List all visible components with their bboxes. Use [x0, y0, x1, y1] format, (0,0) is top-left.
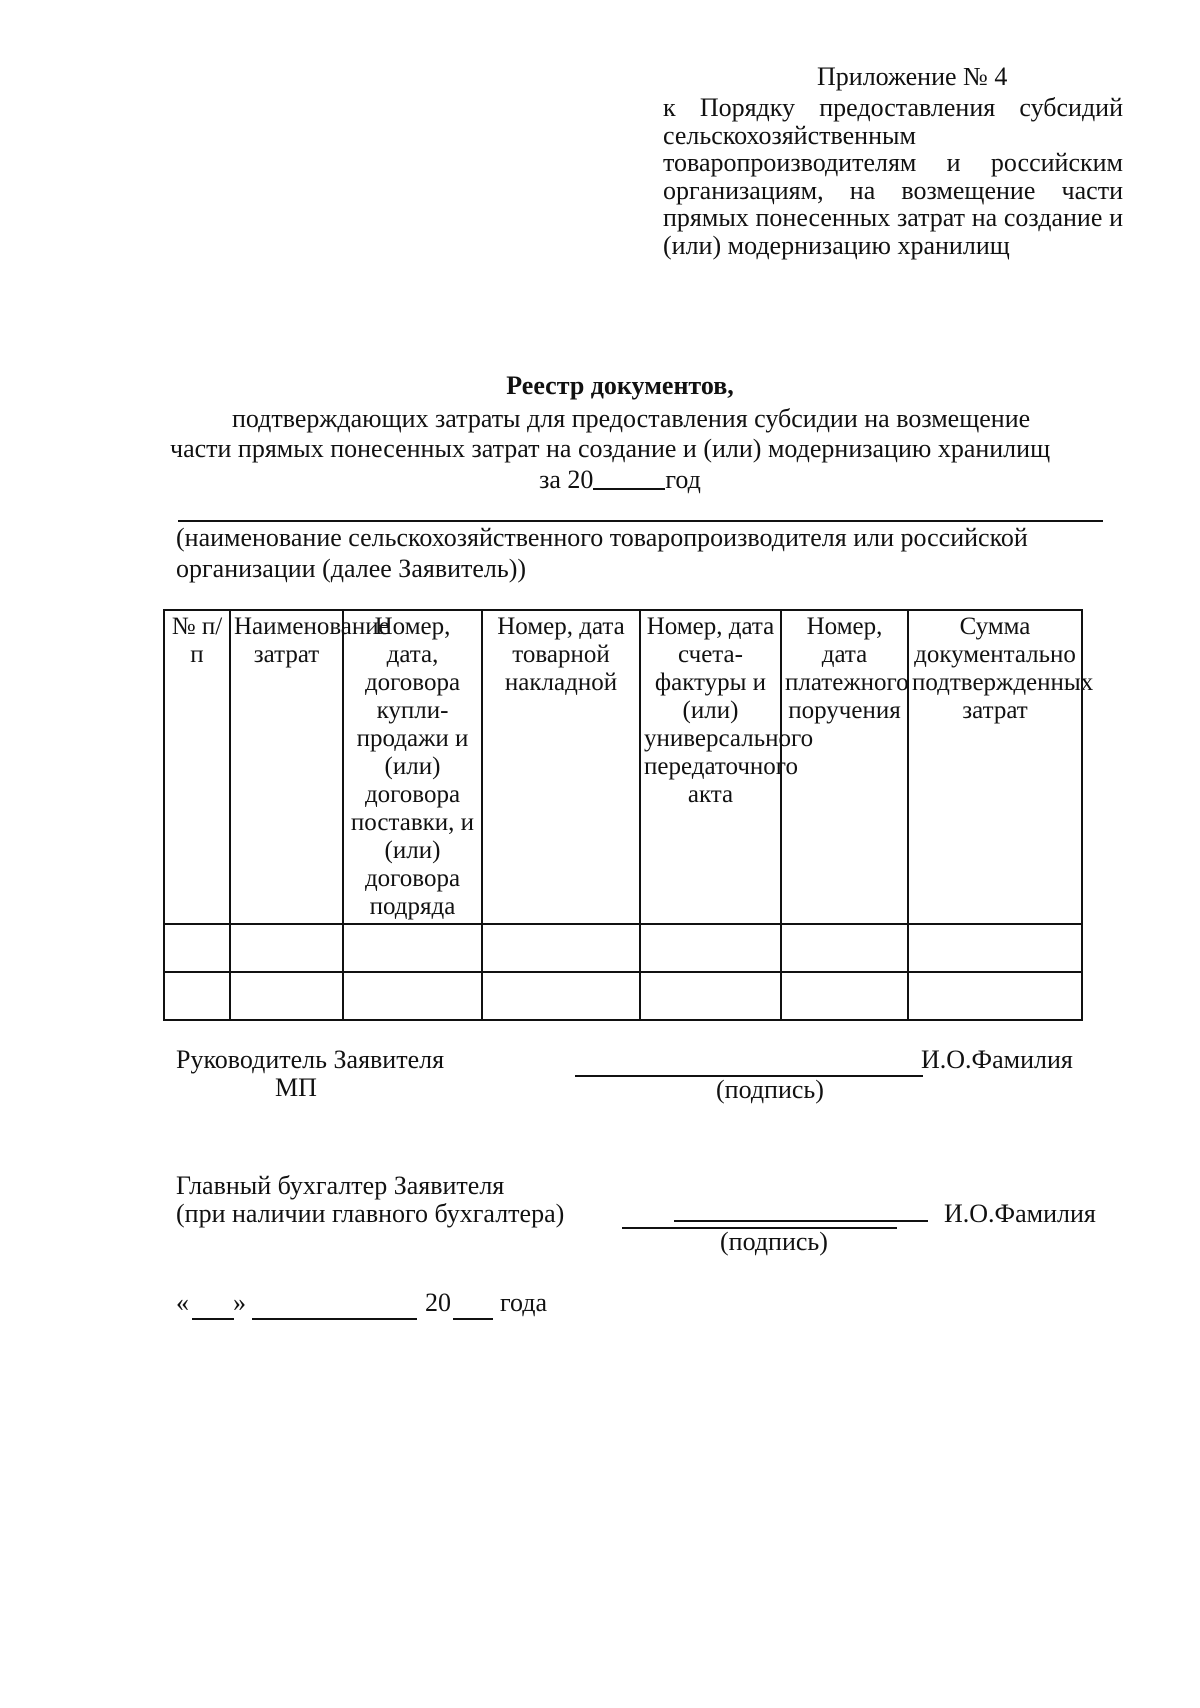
date-year-prefix: 20: [425, 1288, 451, 1317]
table-cell[interactable]: [781, 924, 908, 972]
header-cell: Номер, дата товарной накладной: [482, 610, 640, 924]
register-subtitle: [170, 404, 1110, 495]
table-row: [164, 924, 1082, 972]
head-label: Руководитель Заявителя: [176, 1045, 445, 1074]
accountant-signature-caption: (подпись): [720, 1227, 828, 1256]
table-cell[interactable]: [343, 924, 482, 972]
accountant-name: И.О.Фамилия: [944, 1199, 1096, 1228]
table-cell[interactable]: [640, 972, 781, 1020]
register-title: Реестр документов,: [506, 371, 734, 400]
table-cell[interactable]: [781, 972, 908, 1020]
appendix-reference: к Порядку предоставления субсидий сельскохозяйственным товаропроизводителям и российским организациям, на возмещение части прямых понесенных затрат на создание и (или) модернизацию хранилищ: [663, 93, 1123, 260]
table-cell[interactable]: [230, 924, 343, 972]
year-blank-field[interactable]: [593, 464, 665, 490]
date-month-field[interactable]: [252, 1318, 417, 1320]
table-cell[interactable]: [908, 972, 1082, 1020]
head-signature-caption: (подпись): [716, 1075, 824, 1104]
year-prefix: за 20: [539, 465, 594, 494]
table-cell[interactable]: [640, 924, 781, 972]
stamp-label: МП: [275, 1073, 317, 1102]
appendix-title: Приложение № 4: [817, 62, 1008, 91]
documents-register-table: [163, 609, 1094, 1021]
register-subtitle-line1: подтверждающих затраты для предоставления субсидии на возмещение: [232, 404, 1031, 433]
header-cell: Сумма документально подтвержденных затрат: [908, 610, 1082, 924]
header-cell: Номер, дата платежного поручения: [781, 610, 908, 924]
register-period: [170, 464, 1110, 495]
date-year-field[interactable]: [453, 1318, 493, 1320]
header-cell: Номер, дата, договора купли-продажи и (или) договора поставки, и (или) договора подряда: [343, 610, 482, 924]
accountant-label-note: (при наличии главного бухгалтера): [176, 1199, 565, 1228]
accountant-label: Главный бухгалтер Заявителя: [176, 1171, 505, 1200]
table-cell[interactable]: [164, 972, 230, 1020]
year-suffix: год: [665, 465, 701, 494]
table-cell[interactable]: [343, 972, 482, 1020]
table-row: [164, 972, 1082, 1020]
applicant-caption: (наименование сельскохозяйственного товаропроизводителя или российской организации (далее Заявитель)): [176, 523, 1028, 583]
date-day-field[interactable]: [192, 1318, 234, 1320]
table-cell[interactable]: [908, 924, 1082, 972]
accountant-signature-underline: [674, 1220, 928, 1222]
date-suffix: года: [500, 1288, 548, 1317]
head-name: И.О.Фамилия: [921, 1045, 1073, 1074]
date-open-quote: «: [176, 1288, 189, 1317]
header-cell: Номер, дата счета-фактуры и (или) универсального передаточного акта: [640, 610, 781, 924]
table-cell[interactable]: [164, 924, 230, 972]
register-subtitle-line2: части прямых понесенных затрат на создание и (или) модернизацию хранилищ: [170, 434, 1051, 463]
header-cell: Наименование затрат: [230, 610, 343, 924]
header-cell: № п/п: [164, 610, 230, 924]
date-close-quote: »: [233, 1288, 246, 1317]
table-header-row: [164, 610, 1082, 924]
table-cell[interactable]: [482, 924, 640, 972]
table-cell[interactable]: [230, 972, 343, 1020]
table-cell[interactable]: [482, 972, 640, 1020]
